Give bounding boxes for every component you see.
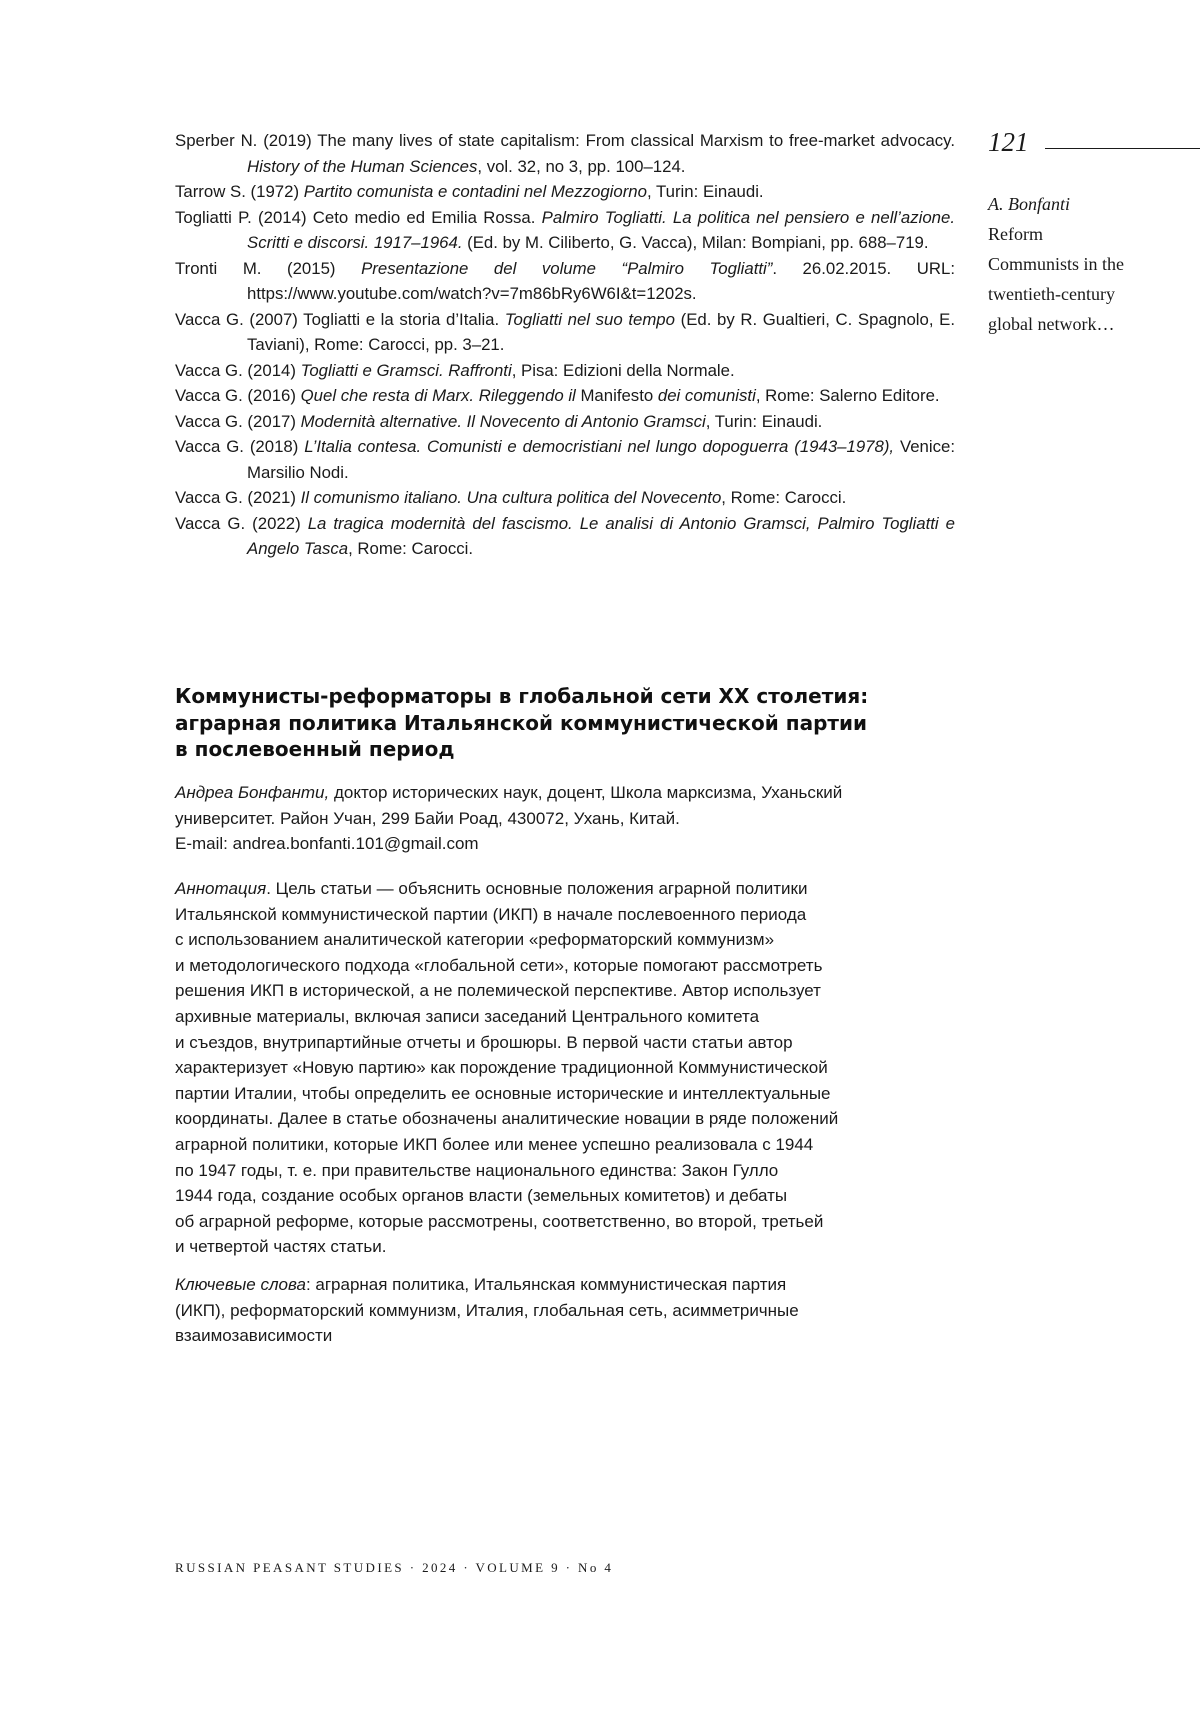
reference-text: Tarrow S. (1972) bbox=[175, 182, 304, 201]
reference-text: Vacca G. (2022) bbox=[175, 514, 308, 533]
abstract-line: и четвертой частях статьи. bbox=[175, 1234, 975, 1260]
reference-text: Vacca G. (2014) bbox=[175, 361, 301, 380]
reference-italic-text: L’Italia contesa. Comunisti e democristiani nel lungo dopoguerra (1943–1978), bbox=[304, 437, 894, 456]
author-email: E-mail: andrea.bonfanti.101@gmail.com bbox=[175, 831, 975, 857]
reference-text: , Rome: Carocci. bbox=[721, 488, 846, 507]
reference-italic-text: Modernità alternative. Il Novecento di Antonio Gramsci bbox=[301, 412, 706, 431]
reference-entry bbox=[175, 128, 955, 179]
reference-text: Tronti M. (2015) bbox=[175, 259, 361, 278]
author-name: Андреа Бонфанти, bbox=[175, 783, 329, 802]
reference-entry bbox=[175, 485, 955, 511]
reference-italic-text: Togliatti e Gramsci. Raffronti bbox=[301, 361, 512, 380]
reference-entry bbox=[175, 358, 955, 384]
reference-italic-text: La tragica modernità del fascismo. Le analisi di Antonio Gramsci, Palmiro Togliatti e Angelo Tasca bbox=[247, 514, 955, 559]
reference-entry bbox=[175, 434, 955, 485]
reference-text: (Ed. by R. Gualtieri, C. Spagnolo, E. Taviani), Rome: Carocci, pp. 3–21. bbox=[247, 310, 955, 355]
running-head-title-line: twentieth-century bbox=[988, 279, 1188, 309]
abstract-line: с использованием аналитической категории «реформаторский коммунизм» bbox=[175, 927, 975, 953]
reference-text: Manifesto bbox=[576, 386, 658, 405]
references-list bbox=[175, 128, 955, 562]
abstract-line: аграрной политики, которые ИКП более или менее успешно реализовала с 1944 bbox=[175, 1132, 975, 1158]
reference-text: Sperber N. (2019) The many lives of state capitalism: From classical Marxism to free-market advocacy. bbox=[175, 131, 955, 150]
running-head-title-line: Communists in the bbox=[988, 249, 1188, 279]
page-number: 121 bbox=[988, 124, 1029, 160]
reference-text: , Turin: Einaudi. bbox=[647, 182, 764, 201]
keywords-label: Ключевые слова bbox=[175, 1275, 306, 1294]
reference-text: Vacca G. (2018) bbox=[175, 437, 304, 456]
reference-italic-text: Palmiro Togliatti. La politica nel pensiero e nell’azione. Scritti e discorsi. 1917–1964. bbox=[247, 208, 955, 253]
abstract-label: Аннотация bbox=[175, 879, 266, 898]
reference-entry bbox=[175, 205, 955, 256]
abstract-line: об аграрной реформе, которые рассмотрены, соответственно, во второй, третьей bbox=[175, 1209, 975, 1235]
reference-entry bbox=[175, 256, 955, 307]
keywords-line: взаимозависимости bbox=[175, 1323, 975, 1349]
running-head bbox=[988, 189, 1188, 339]
article-title-line: Коммунисты-реформаторы в глобальной сети XX столетия: bbox=[175, 683, 975, 710]
reference-text: Venice: Marsilio Nodi. bbox=[247, 437, 955, 482]
reference-italic-text: History of the Human Sciences bbox=[247, 157, 477, 176]
reference-entry bbox=[175, 307, 955, 358]
reference-text: . 26.02.2015. URL: https://www.youtube.com/watch?v=7m86bRy6W6I&t=1202s. bbox=[247, 259, 955, 304]
journal-footer: RUSSIAN PEASANT STUDIES · 2024 · VOLUME 9 · No 4 bbox=[175, 1560, 613, 1576]
abstract bbox=[175, 876, 975, 1260]
running-head-title-line: Reform bbox=[988, 219, 1188, 249]
abstract-line: по 1947 годы, т. е. при правительстве национального единства: Закон Гулло bbox=[175, 1158, 975, 1184]
author-affiliation-line: университет. Район Учан, 299 Байи Роад, 430072, Ухань, Китай. bbox=[175, 806, 975, 832]
reference-italic-text: Presentazione del volume “Palmiro Togliatti” bbox=[361, 259, 772, 278]
reference-italic-text: Partito comunista e contadini nel Mezzogiorno bbox=[304, 182, 647, 201]
reference-entry bbox=[175, 383, 955, 409]
reference-text: Togliatti P. (2014) Ceto medio ed Emilia Rossa. bbox=[175, 208, 542, 227]
abstract-line: и съездов, внутрипартийные отчеты и брошюры. В первой части статьи автор bbox=[175, 1030, 975, 1056]
reference-text: Vacca G. (2016) bbox=[175, 386, 301, 405]
reference-text: Vacca G. (2021) bbox=[175, 488, 301, 507]
reference-text: , Pisa: Edizioni della Normale. bbox=[512, 361, 735, 380]
reference-italic-text: Il comunismo italiano. Una cultura politica del Novecento bbox=[301, 488, 722, 507]
abstract-line: . Цель статьи — объяснить основные положения аграрной политики bbox=[266, 879, 807, 898]
reference-text: , vol. 32, no 3, pp. 100–124. bbox=[477, 157, 685, 176]
keywords-line: : аграрная политика, Итальянская коммунистическая партия bbox=[306, 1275, 786, 1294]
reference-text: Vacca G. (2017) bbox=[175, 412, 301, 431]
reference-text: (Ed. by M. Ciliberto, G. Vacca), Milan: Bompiani, pp. 688–719. bbox=[462, 233, 928, 252]
reference-italic-text: dei comunisti bbox=[658, 386, 756, 405]
author-block bbox=[175, 780, 975, 857]
reference-entry bbox=[175, 511, 955, 562]
article-title bbox=[175, 683, 975, 763]
article-title-line: в послевоенный период bbox=[175, 736, 975, 763]
reference-entry bbox=[175, 179, 955, 205]
keywords-line: (ИКП), реформаторский коммунизм, Италия, глобальная сеть, асимметричные bbox=[175, 1298, 975, 1324]
abstract-line: координаты. Далее в статье обозначены аналитические новации в ряде положений bbox=[175, 1106, 975, 1132]
header-rule bbox=[1045, 148, 1200, 149]
abstract-line: решения ИКП в исторической, а не полемической перспективе. Автор использует bbox=[175, 978, 975, 1004]
running-head-title-line: global network… bbox=[988, 309, 1188, 339]
reference-text: Vacca G. (2007) Togliatti e la storia d’Italia. bbox=[175, 310, 505, 329]
keywords bbox=[175, 1272, 975, 1349]
reference-entry bbox=[175, 409, 955, 435]
reference-italic-text: Togliatti nel suo tempo bbox=[505, 310, 675, 329]
reference-text: , Rome: Salerno Editore. bbox=[756, 386, 940, 405]
abstract-line: Итальянской коммунистической партии (ИКП) в начале послевоенного периода bbox=[175, 902, 975, 928]
abstract-line: архивные материалы, включая записи заседаний Центрального комитета bbox=[175, 1004, 975, 1030]
abstract-line: 1944 года, создание особых органов власти (земельных комитетов) и дебаты bbox=[175, 1183, 975, 1209]
abstract-line: характеризует «Новую партию» как порождение традиционной Коммунистической bbox=[175, 1055, 975, 1081]
reference-italic-text: Quel che resta di Marx. Rileggendo il bbox=[301, 386, 576, 405]
running-head-author: A. Bonfanti bbox=[988, 189, 1188, 219]
abstract-line: партии Италии, чтобы определить ее основные исторические и интеллектуальные bbox=[175, 1081, 975, 1107]
abstract-line: и методологического подхода «глобальной сети», которые помогают рассмотреть bbox=[175, 953, 975, 979]
reference-text: , Rome: Carocci. bbox=[348, 539, 473, 558]
reference-text: , Turin: Einaudi. bbox=[706, 412, 823, 431]
article-title-line: аграрная политика Итальянской коммунистической партии bbox=[175, 710, 975, 737]
author-affiliation-line: доктор исторических наук, доцент, Школа марксизма, Уханьский bbox=[329, 783, 842, 802]
